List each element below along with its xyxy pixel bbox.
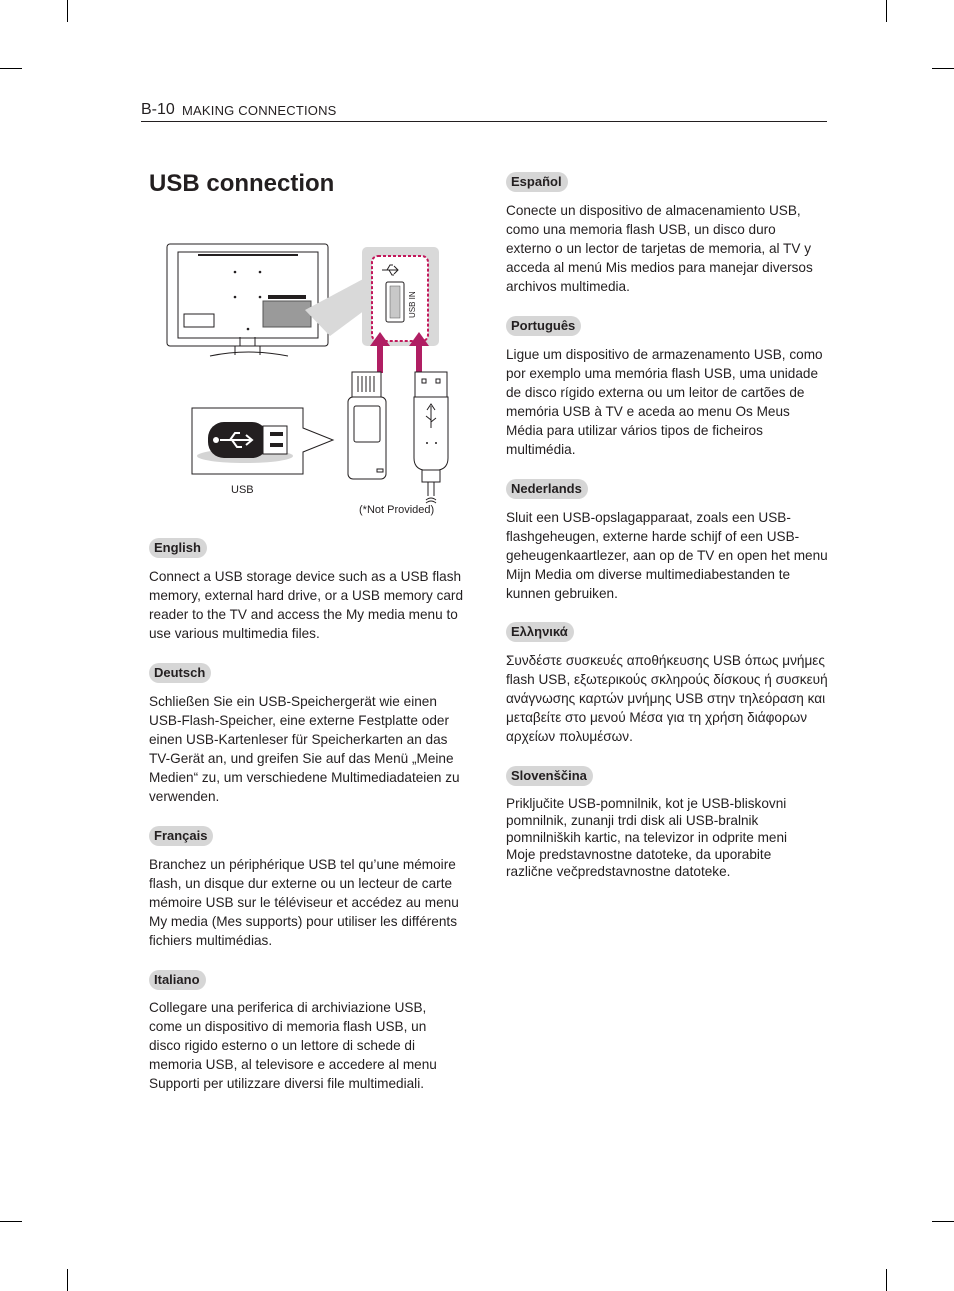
lang-text-greek: Συνδέστε συσκευές αποθήκευσης USB όπως μνήμες flash USB, εξωτερικούς σκληρούς δίσκους ή συσκευή ανάγνωσης καρτών μνήμης USB στην τηλεόραση και μεταβείτε στο μενού Μέσα για τη χρήση διάφορων αρχείων πολυμέσων. [506,653,828,744]
crop-mark [0,68,22,69]
page-header [141,101,827,122]
lang-text-portugues: Ligue um dispositivo de armazenamento USB, como por exemplo uma memória flash USB, uma unidade de disco rígido externa ou um leitor de cartões de memória USB à TV e aceda ao menu Os Meus Média para utilizar vários tipos de ficheiros multimédia. [506,347,823,457]
lang-label-portugues: Português [506,316,581,336]
usb-in-label: USB IN [408,291,417,318]
crop-mark [67,0,68,22]
crop-mark [932,68,954,69]
lang-label-greek: Ελληνικά [506,622,574,642]
lang-text-francais: Branchez un périphérique USB tel qu’une mémoire flash, un disque dur externe ou un lecteur de carte mémoire USB sur le téléviseur et accédez au menu My media (Mes supports) pour utiliser les différents fichiers multimédias. [149,857,459,948]
crop-mark [0,1221,22,1222]
crop-mark [886,0,887,22]
lang-label-espanol: Español [506,172,568,192]
lang-label-nederlands: Nederlands [506,479,588,499]
crop-mark [67,1269,68,1291]
usb-connection-illustration [160,238,460,523]
page-title: USB connection [149,170,335,197]
flash-drive-icon [348,372,386,479]
not-provided-caption: (*Not Provided) [359,504,435,516]
lang-text-nederlands: Sluit een USB-opslagapparaat, zoals een USB-flashgeheugen, externe harde schijf of een USB-geheugenkaartlezer, aan op de TV en open het menu Mijn Media om diverse multimediabestanden te kunnen gebruiken. [506,510,828,601]
usb-cable-icon [414,372,448,496]
lang-text-italiano: Collegare una periferica di archiviazione USB, come un dispositivo di memoria flash USB, un disco rigido esterno o un lettore di schede di memoria USB, al televisore e accedere al menu Supporti per utilizzare diversi file multimediali. [149,1000,437,1091]
lang-text-english: Connect a USB storage device such as a USB flash memory, external hard drive, or a USB memory card reader to the TV and access the My media menu to use various multimedia files. [149,569,464,641]
lang-text-slovenscina: Priključite USB-pomnilnik, kot je USB-bliskovni pomnilnik, zunanji trdi disk ali USB-bralnik pomnilniških kartic, na televizor in odprite meni Moje predstavnostne datoteke, da uporabite različne večpredstavnostne datoteke. [506,796,788,879]
lang-label-english: English [149,538,207,558]
section-title: MAKING CONNECTIONS [182,103,337,118]
tv-back-icon [167,244,328,356]
lang-label-slovenscina: Slovenščina [506,766,593,786]
lang-label-italiano: Italiano [149,970,206,990]
usb-caption: USB [231,484,254,496]
lang-label-deutsch: Deutsch [149,663,211,683]
lang-text-deutsch: Schließen Sie ein USB-Speichergerät wie einen USB-Flash-Speicher, eine externe Festplatte oder einen USB-Kartenleser für Speicherkarten an das TV-Gerät an, und greifen Sie auf das Menü „Meine Medien“ zu, um verschiedene Multimediadateien zu verwenden. [149,694,460,804]
lang-label-francais: Français [149,826,213,846]
page-number: B-10 [141,101,175,118]
lang-text-espanol: Conecte un dispositivo de almacenamiento USB, como una memoria flash USB, un disco duro externo o un lector de tarjetas de memoria, al TV y acceda al menú Mis medios para manejar diversos archivos multimedia. [506,203,813,294]
crop-mark [886,1269,887,1291]
crop-mark [932,1221,954,1222]
